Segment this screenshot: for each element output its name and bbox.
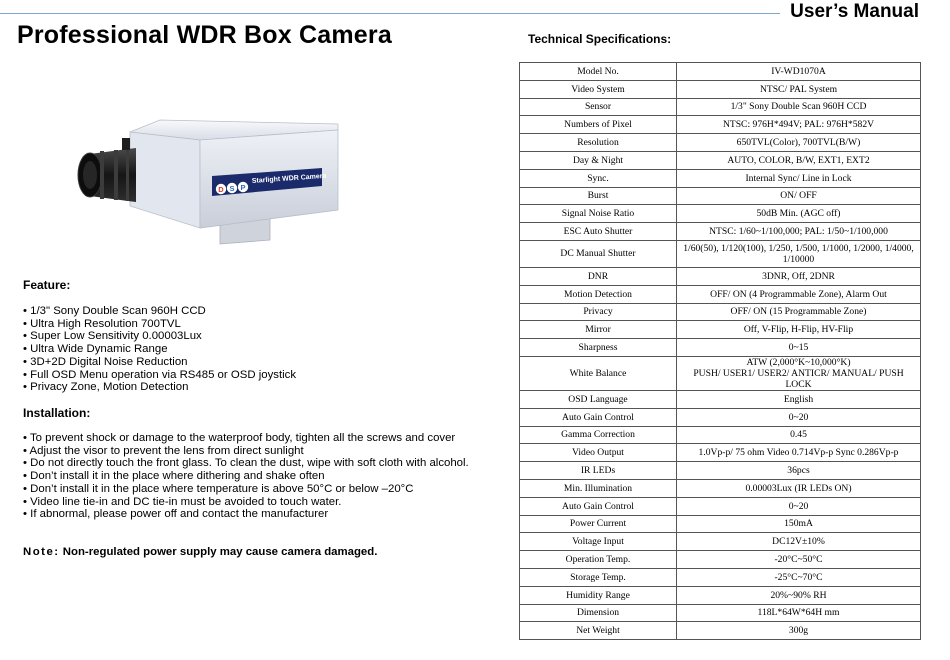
note-text: Non-regulated power supply may cause camera damaged. <box>62 546 378 558</box>
spec-value: DC12V±10% <box>677 533 921 551</box>
spec-value: 1/3" Sony Double Scan 960H CCD <box>677 98 921 116</box>
spec-value: 1.0Vp-p/ 75 ohm Video 0.714Vp-p Sync 0.286Vp-p <box>677 444 921 462</box>
table-row <box>520 408 921 426</box>
badge-s: S <box>229 184 235 193</box>
spec-key: Power Current <box>520 515 677 533</box>
list-item: • Full OSD Menu operation via RS485 or OSD joystick <box>23 369 296 382</box>
table-row <box>520 321 921 339</box>
spec-key: Voltage Input <box>520 533 677 551</box>
spec-key: Privacy <box>520 303 677 321</box>
table-row <box>520 497 921 515</box>
list-item: • 1/3" Sony Double Scan 960H CCD <box>23 305 296 318</box>
spec-value: -25°C~70°C <box>677 568 921 586</box>
spec-key: Storage Temp. <box>520 568 677 586</box>
spec-key: Sharpness <box>520 339 677 357</box>
spec-value: 650TVL(Color), 700TVL(B/W) <box>677 134 921 152</box>
table-row <box>520 80 921 98</box>
table-row <box>520 223 921 241</box>
list-item: • Adjust the visor to prevent the lens from direct sunlight <box>23 445 469 458</box>
spec-section-title: Technical Specifications: <box>528 32 672 46</box>
spec-key: Model No. <box>520 63 677 81</box>
spec-value: -20°C~50°C <box>677 551 921 569</box>
spec-value: 50dB Min. (AGC off) <box>677 205 921 223</box>
spec-key: Sync. <box>520 169 677 187</box>
spec-key: OSD Language <box>520 390 677 408</box>
spec-key: Net Weight <box>520 622 677 640</box>
spec-key: Numbers of Pixel <box>520 116 677 134</box>
spec-key: White Balance <box>520 356 677 390</box>
table-row <box>520 479 921 497</box>
table-row <box>520 187 921 205</box>
spec-value: 0~20 <box>677 497 921 515</box>
spec-value: AUTO, COLOR, B/W, EXT1, EXT2 <box>677 151 921 169</box>
page-title: Professional WDR Box Camera <box>17 21 392 49</box>
badge-d: D <box>218 185 224 194</box>
table-row <box>520 356 921 390</box>
table-row <box>520 63 921 81</box>
camera-image <box>70 110 350 250</box>
table-row <box>520 303 921 321</box>
spec-value: NTSC: 976H*494V; PAL: 976H*582V <box>677 116 921 134</box>
spec-value: 20%~90% RH <box>677 586 921 604</box>
spec-key: ESC Auto Shutter <box>520 223 677 241</box>
spec-key: Motion Detection <box>520 285 677 303</box>
table-row <box>520 444 921 462</box>
table-row <box>520 568 921 586</box>
table-row <box>520 98 921 116</box>
lens-icon <box>78 138 136 202</box>
spec-value: Internal Sync/ Line in Lock <box>677 169 921 187</box>
list-item: • 3D+2D Digital Noise Reduction <box>23 356 296 369</box>
list-item: • To prevent shock or damage to the waterproof body, tighten all the screws and cover <box>23 432 469 445</box>
table-row <box>520 586 921 604</box>
spec-value: 118L*64W*64H mm <box>677 604 921 622</box>
table-row <box>520 169 921 187</box>
spec-key: Video System <box>520 80 677 98</box>
installation-list <box>23 432 469 521</box>
spec-value: IV-WD1070A <box>677 63 921 81</box>
spec-value: NTSC/ PAL System <box>677 80 921 98</box>
table-row <box>520 285 921 303</box>
table-row <box>520 515 921 533</box>
table-row <box>520 339 921 357</box>
spec-key: Resolution <box>520 134 677 152</box>
feature-title: Feature: <box>23 278 71 292</box>
spec-key: Gamma Correction <box>520 426 677 444</box>
note <box>23 546 377 558</box>
spec-key: DNR <box>520 267 677 285</box>
spec-key: Operation Temp. <box>520 551 677 569</box>
table-row <box>520 604 921 622</box>
list-item: • Don’t install it in the place where dithering and shake often <box>23 470 469 483</box>
list-item: • Do not directly touch the front glass. To clean the dust, wipe with soft cloth with alcohol. <box>23 457 469 470</box>
table-row <box>520 533 921 551</box>
spec-key: Auto Gain Control <box>520 497 677 515</box>
spec-table <box>519 62 921 640</box>
spec-key: Humidity Range <box>520 586 677 604</box>
spec-key: Sensor <box>520 98 677 116</box>
header-rule <box>0 13 780 14</box>
table-row <box>520 240 921 267</box>
spec-value: 0~20 <box>677 408 921 426</box>
list-item: • Ultra Wide Dynamic Range <box>23 343 296 356</box>
table-row <box>520 551 921 569</box>
spec-value: ATW (2,000°K~10,000°K) PUSH/ USER1/ USER2/ ANTICR/ MANUAL/ PUSH LOCK <box>677 356 921 390</box>
spec-key: Video Output <box>520 444 677 462</box>
spec-value: 0.45 <box>677 426 921 444</box>
spec-value: OFF/ ON (4 Programmable Zone), Alarm Out <box>677 285 921 303</box>
spec-key: Burst <box>520 187 677 205</box>
list-item: • Don’t install it in the place where temperature is above 50°C or below –20°C <box>23 483 469 496</box>
spec-value: 0~15 <box>677 339 921 357</box>
note-label: Note: <box>23 546 60 558</box>
table-row <box>520 267 921 285</box>
spec-value: 1/60(50), 1/120(100), 1/250, 1/500, 1/1000, 1/2000, 1/4000, 1/10000 <box>677 240 921 267</box>
spec-value: ON/ OFF <box>677 187 921 205</box>
spec-key: Dimension <box>520 604 677 622</box>
spec-value: 36pcs <box>677 462 921 480</box>
list-item: • Video line tie-in and DC tie-in must be avoided to touch water. <box>23 496 469 509</box>
spec-key: Auto Gain Control <box>520 408 677 426</box>
table-row <box>520 151 921 169</box>
table-row <box>520 116 921 134</box>
table-row <box>520 426 921 444</box>
spec-value: Off, V-Flip, H-Flip, HV-Flip <box>677 321 921 339</box>
table-row <box>520 390 921 408</box>
table-row <box>520 205 921 223</box>
spec-key: Min. Illumination <box>520 479 677 497</box>
spec-value: 150mA <box>677 515 921 533</box>
list-item: • Ultra High Resolution 700TVL <box>23 318 296 331</box>
feature-list <box>23 305 296 394</box>
camera-label-text: Starlight WDR Camera <box>251 172 327 185</box>
table-row <box>520 462 921 480</box>
list-item: • Super Low Sensitivity 0.00003Lux <box>23 330 296 343</box>
spec-key: Day & Night <box>520 151 677 169</box>
spec-key: DC Manual Shutter <box>520 240 677 267</box>
spec-key: Mirror <box>520 321 677 339</box>
spec-value: OFF/ ON (15 Programmable Zone) <box>677 303 921 321</box>
list-item: • If abnormal, please power off and contact the manufacturer <box>23 508 469 521</box>
spec-value: 3DNR, Off, 2DNR <box>677 267 921 285</box>
spec-value: 300g <box>677 622 921 640</box>
spec-value: NTSC: 1/60~1/100,000; PAL: 1/50~1/100,000 <box>677 223 921 241</box>
list-item: • Privacy Zone, Motion Detection <box>23 381 296 394</box>
spec-value: 0.00003Lux (IR LEDs ON) <box>677 479 921 497</box>
spec-key: Signal Noise Ratio <box>520 205 677 223</box>
table-row <box>520 622 921 640</box>
badge-p: P <box>240 183 246 192</box>
installation-title: Installation: <box>23 406 91 420</box>
manual-title: User’s Manual <box>790 1 919 22</box>
spec-value: English <box>677 390 921 408</box>
spec-key: IR LEDs <box>520 462 677 480</box>
table-row <box>520 134 921 152</box>
